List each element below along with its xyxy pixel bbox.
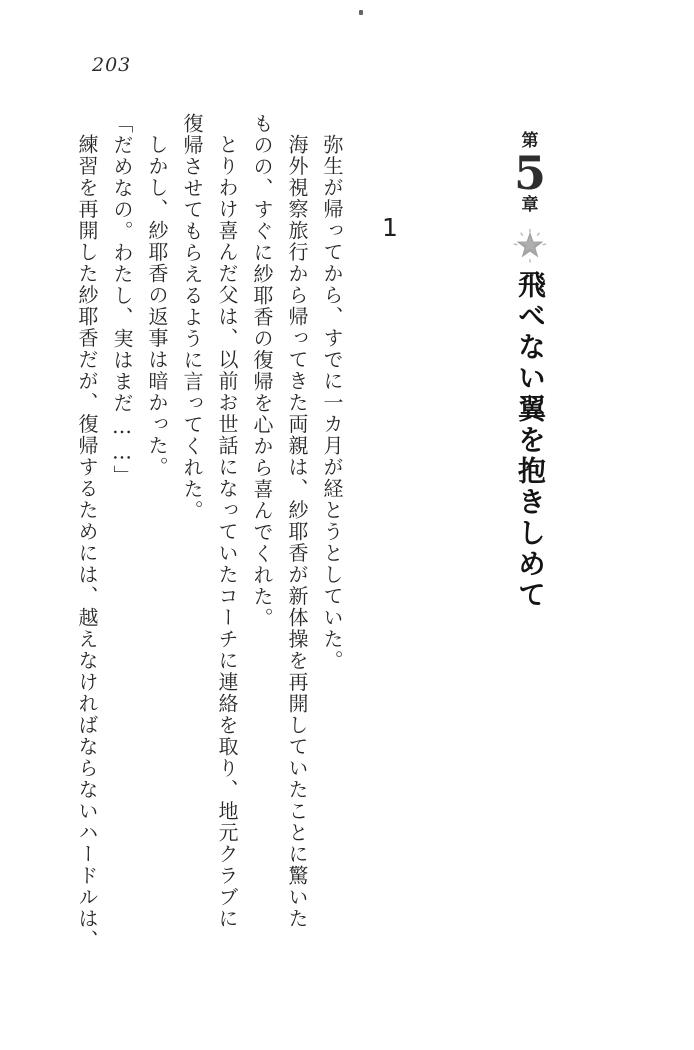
text-line: 練習を再開した紗耶香だが、復帰するためには、越えなければならないハードルは、 <box>75 134 99 951</box>
text-line: 「だめなの。わたし、実はまだ……」 <box>110 113 134 487</box>
text-line: ものの、すぐに紗耶香の復帰を心から喜んでくれた。 <box>250 113 274 629</box>
section-number: 1 <box>382 213 398 242</box>
chapter-label-prefix: 第 <box>521 131 539 151</box>
text-line: 海外視察旅行から帰ってきた両親は、紗耶香が新体操を再開していたことに驚いた <box>285 134 309 930</box>
body-text <box>69 113 349 958</box>
page-number: 203 <box>92 54 132 76</box>
scan-speck <box>359 10 363 15</box>
chapter-label-suffix: 章 <box>521 195 539 215</box>
text-line: 復帰させてもらえるように言ってくれた。 <box>180 113 204 522</box>
chapter-title: 飛べない翼を抱きしめて <box>514 270 547 611</box>
star-sparkle-icon <box>513 229 547 263</box>
text-line: しかし、紗耶香の返事は暗かった。 <box>145 134 169 478</box>
chapter-heading <box>503 131 557 611</box>
text-line: 弥生が帰ってから、すでに一カ月が経とうとしていた。 <box>320 134 344 672</box>
chapter-number: 5 <box>513 146 546 200</box>
text-line: とりわけ喜んだ父は、以前お世話になっていたコーチに連絡を取り、地元クラブに <box>215 134 239 930</box>
